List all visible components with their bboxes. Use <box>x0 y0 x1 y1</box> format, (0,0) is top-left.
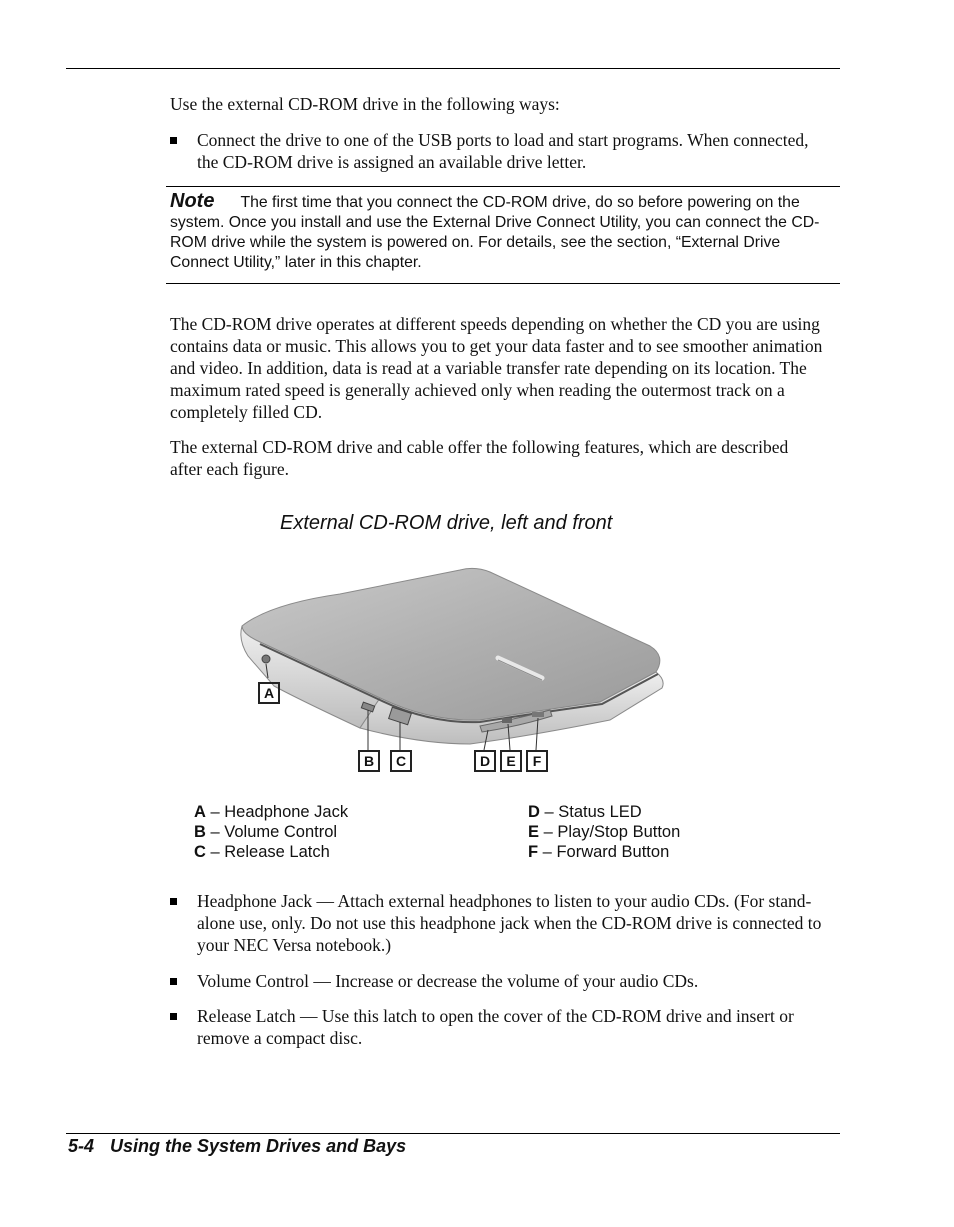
callout-e: E <box>500 750 522 772</box>
list-item <box>170 1005 830 1049</box>
legend-item-e: E – Play/Stop Button <box>528 823 681 841</box>
footer-rule <box>66 1133 840 1134</box>
list-item-text: Connect the drive to one of the USB ports to load and start programs. When connected, the CD-ROM drive is assigned an available drive letter. <box>197 130 809 172</box>
body-paragraph: The CD-ROM drive operates at different speeds depending on whether the CD you are using contains data or music. This allows you to get your data faster and to see smoother animation and video. In addition, data is read at a variable transfer rate depending on its location. The maximum rated speed is generally achieved only when reading the outermost track on a completely filled CD. <box>170 314 823 422</box>
legend-item-d: D – Status LED <box>528 803 642 821</box>
play-stop-button <box>532 712 544 717</box>
list-item-text: Headphone Jack — Attach external headphones to listen to your audio CDs. (For stand-alone use, only. Do not use this headphone jack when the CD-ROM drive is connected to your NEC Versa notebook.) <box>197 891 822 955</box>
legend-item-a: A – Headphone Jack <box>194 803 349 821</box>
note-bottom-rule <box>166 283 840 284</box>
header-rule <box>66 68 840 69</box>
page-footer <box>68 1136 406 1157</box>
legend-item-c: C – Release Latch <box>194 843 330 861</box>
callout-b: B <box>358 750 380 772</box>
callout-d: D <box>474 750 496 772</box>
callout-a: A <box>258 682 280 704</box>
status-led <box>502 718 512 723</box>
body-paragraph: The external CD-ROM drive and cable offer the following features, which are described after each figure. <box>170 437 789 479</box>
bullet-square-icon <box>170 898 177 905</box>
list-item-text: Volume Control — Increase or decrease the volume of your audio CDs. <box>197 971 699 991</box>
bullet-square-icon <box>170 137 177 144</box>
callout-c: C <box>390 750 412 772</box>
headphone-jack <box>262 655 270 663</box>
list-item-text: Release Latch — Use this latch to open the cover of the CD-ROM drive and insert or remove a compact disc. <box>197 1006 794 1048</box>
legend-item-f: F – Forward Button <box>528 843 670 861</box>
list-item <box>170 129 830 173</box>
figure-caption: External CD-ROM drive, left and front <box>280 512 613 534</box>
cdrom-drive-illustration <box>230 560 680 780</box>
list-item <box>170 970 830 992</box>
bullet-square-icon <box>170 1013 177 1020</box>
legend-item-b: B – Volume Control <box>194 823 338 841</box>
note-text: The first time that you connect the CD-ROM drive, do so before powering on the system. Once you install and use the External Drive Connect Utility, you can connect the CD-ROM drive while the system is powered on. For details, see the section, “External Drive Connect Utility,” later in this chapter. <box>170 194 820 271</box>
note-top-rule <box>166 186 840 187</box>
legend-right <box>528 802 680 862</box>
intro-text: Use the external CD-ROM drive in the following ways: <box>170 94 560 114</box>
legend-left <box>194 802 348 862</box>
note-block <box>170 191 840 273</box>
section-title: Using the System Drives and Bays <box>110 1136 407 1156</box>
list-item <box>170 890 830 956</box>
note-label: Note <box>170 190 215 212</box>
callout-f: F <box>526 750 548 772</box>
page-number: 5-4 <box>68 1136 95 1156</box>
bullet-square-icon <box>170 978 177 985</box>
